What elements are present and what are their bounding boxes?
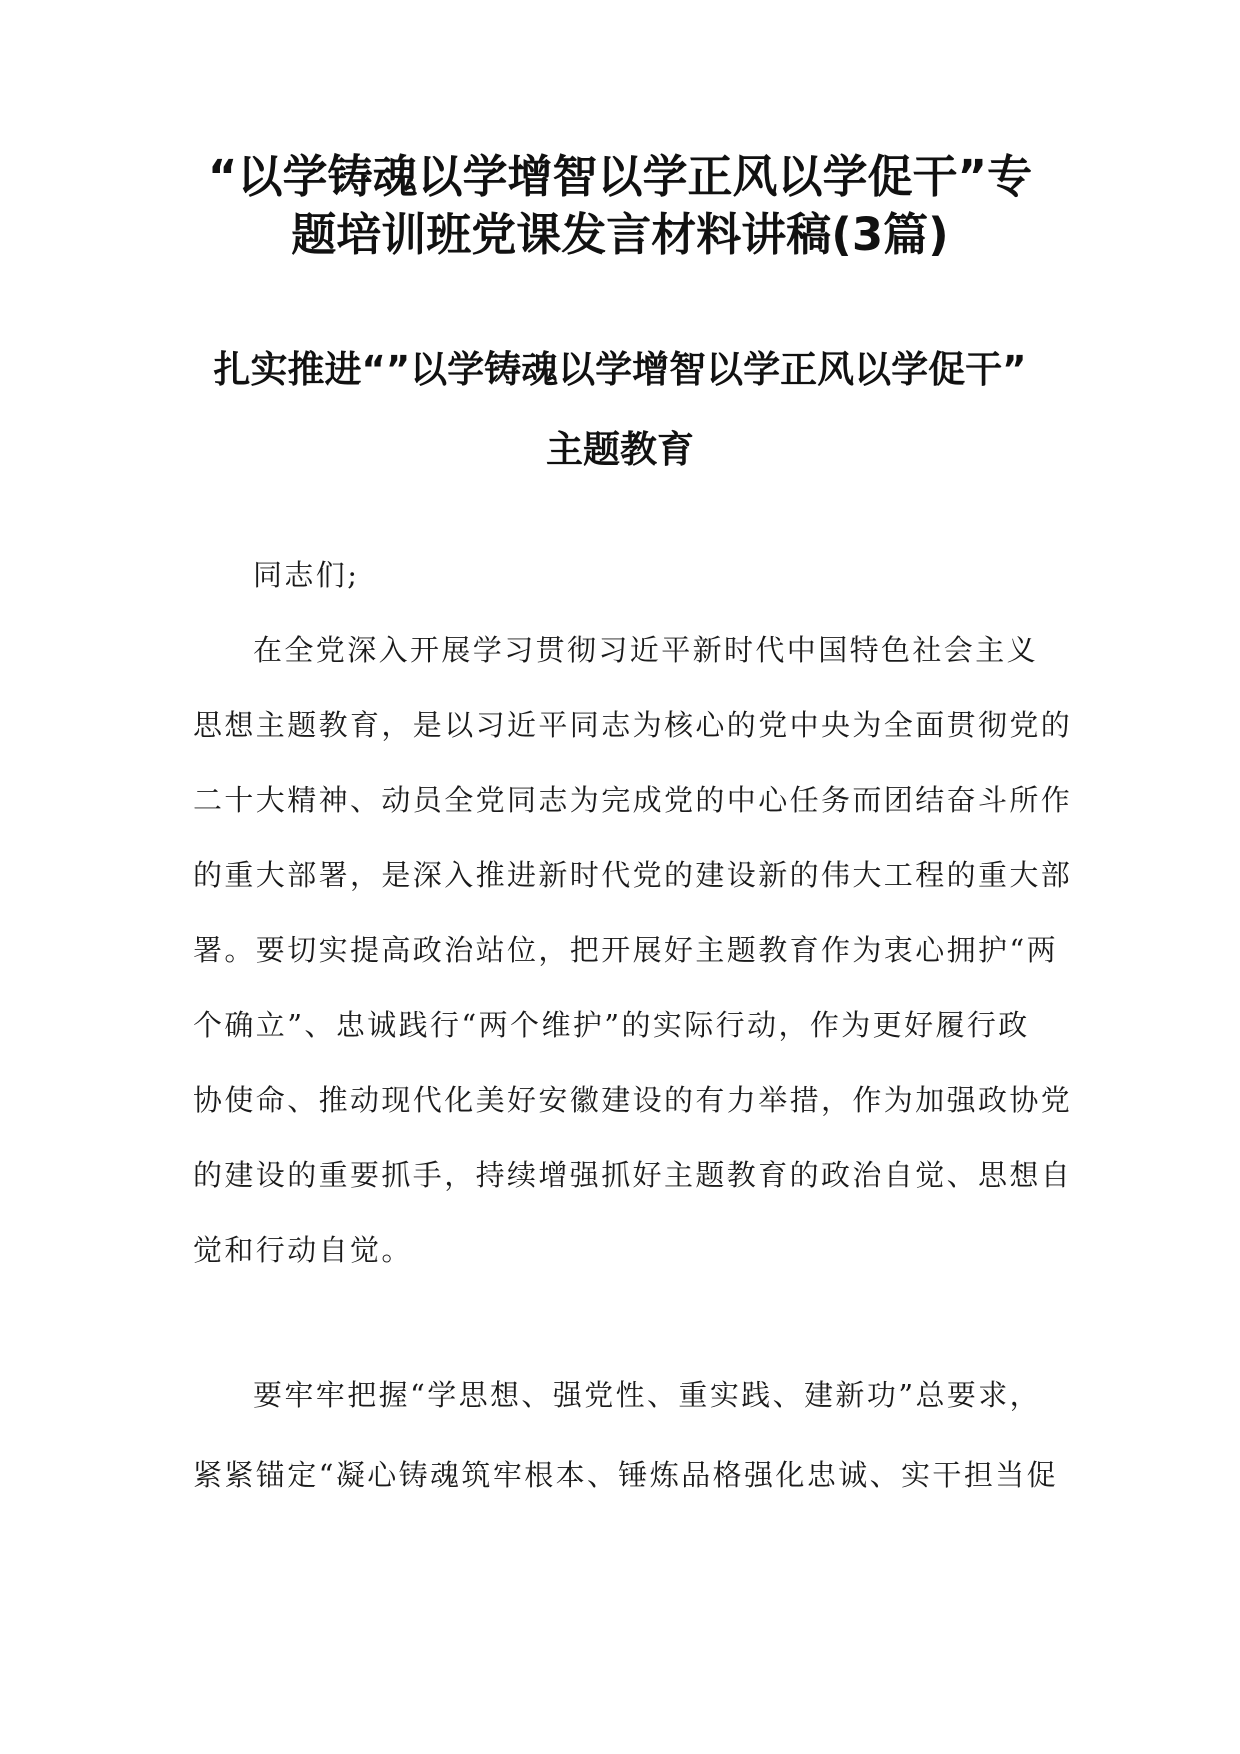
- paragraph-1-line: 二十大精神、动员全党同志为完成党的中心任务而团结奋斗所作: [193, 783, 1073, 817]
- paragraph-1-line: 协使命、推动现代化美好安徽建设的有力举措，作为加强政协党: [193, 1083, 1073, 1117]
- paragraph-1-line: 的建设的重要抓手，持续增强抓好主题教育的政治自觉、思想自: [193, 1158, 1073, 1192]
- title-line-2: 题培训班党课发言材料讲稿(3篇): [291, 208, 949, 261]
- paragraph-1-line: 个确立”、忠诚践行“两个维护”的实际行动，作为更好履行政: [193, 1008, 1030, 1042]
- section-heading: [150, 330, 1090, 490]
- paragraph-2-line: 紧紧锚定“凝心铸魂筑牢根本、锤炼品格强化忠诚、实干担当促: [193, 1458, 1059, 1492]
- paragraph-1-line: 署。要切实提高政治站位，把开展好主题教育作为衷心拥护“两: [193, 933, 1059, 967]
- paragraph-1-line: 在全党深入开展学习贯彻习近平新时代中国特色社会主义: [253, 633, 1039, 667]
- title-line-1: “以学铸魂以学增智以学正风以学促干”专: [207, 150, 1033, 203]
- paragraph-1-line: 觉和行动自觉。: [193, 1233, 413, 1267]
- document-title: [150, 148, 1090, 264]
- salutation: 同志们;: [253, 558, 360, 592]
- section-heading-line-2: 主题教育: [546, 428, 694, 471]
- paragraph-2-line: 要牢牢把握“学思想、强党性、重实践、建新功”总要求，: [253, 1378, 1042, 1412]
- section-heading-line-1: 扎实推进“”以学铸魂以学增智以学正风以学促干”: [213, 348, 1027, 391]
- paragraph-1-line: 思想主题教育，是以习近平同志为核心的党中央为全面贯彻党的: [193, 708, 1073, 742]
- paragraph-1-line: 的重大部署，是深入推进新时代党的建设新的伟大工程的重大部: [193, 858, 1073, 892]
